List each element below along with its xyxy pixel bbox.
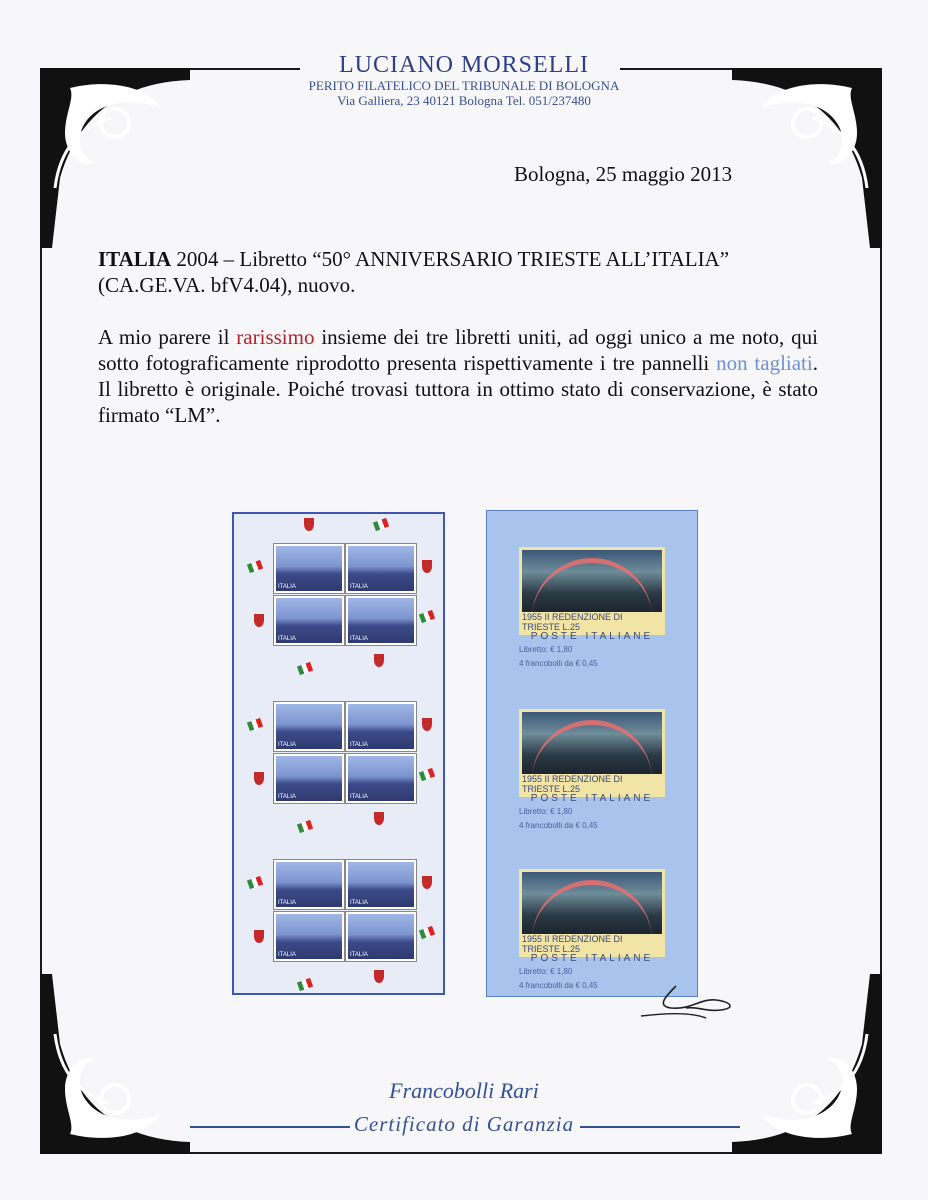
booklet-contents: 4 francobolli da € 0,45 xyxy=(519,821,598,830)
italian-flag-icon xyxy=(297,820,313,833)
booklet-stamp xyxy=(346,754,416,803)
booklet-stamp xyxy=(346,544,416,593)
italian-flag-icon xyxy=(419,610,435,623)
stamp-label: ITALIA xyxy=(350,952,368,958)
stamp-label: ITALIA xyxy=(278,584,296,590)
brand-logo: Francobolli Rari xyxy=(389,1078,539,1103)
italian-flag-icon xyxy=(297,662,313,675)
cover-stamp-caption: 1955 II REDENZIONE DI TRIESTE L.25 xyxy=(522,934,623,954)
trieste-shield-icon xyxy=(304,518,314,531)
trieste-shield-icon xyxy=(422,560,432,573)
stamp-label: ITALIA xyxy=(350,900,368,906)
booklet-stamp xyxy=(274,754,344,803)
stamp-label: ITALIA xyxy=(350,584,368,590)
stamp-label: ITALIA xyxy=(350,794,368,800)
expert-title: PERITO FILATELICO DEL TRIBUNALE DI BOLOGNA xyxy=(308,78,620,93)
booklet-stamp xyxy=(346,702,416,751)
booklet-price: Libretto: € 1,80 xyxy=(519,967,573,976)
booklet-stamp xyxy=(274,544,344,593)
stamp-label: ITALIA xyxy=(350,636,368,642)
rainbow-harbor-picture xyxy=(522,712,662,774)
trieste-shield-icon xyxy=(254,614,264,627)
opinion-part3: . Il libretto è originale. Poiché trovasi tuttora in ottimo stato di conservazione, è stato firmato “LM”. xyxy=(98,351,818,427)
booklet-price: Libretto: € 1,80 xyxy=(519,645,573,654)
booklet-price: Libretto: € 1,80 xyxy=(519,807,573,816)
opinion-part2: insieme dei tre libretti uniti, ad oggi unico a me noto, qui sotto fotograficamente riprodotto presenta rispettivamente i tre pannelli xyxy=(98,325,818,375)
cover-stamp xyxy=(519,709,665,804)
certificate-date: Bologna, 25 maggio 2013 xyxy=(514,162,733,186)
trieste-shield-icon xyxy=(254,930,264,943)
letterhead xyxy=(0,52,928,108)
booklet-covers-photo xyxy=(486,510,698,997)
booklet-stamp xyxy=(274,596,344,645)
cover-stamp xyxy=(519,869,665,964)
rainbow-harbor-picture xyxy=(522,550,662,612)
booklet-contents: 4 francobolli da € 0,45 xyxy=(519,981,598,990)
italian-flag-icon xyxy=(419,768,435,781)
opinion-part1: A mio parere il xyxy=(98,325,237,349)
certificate-title: Certificato di Garanzia xyxy=(353,1112,575,1136)
italian-flag-icon xyxy=(373,518,389,531)
booklet-stamp xyxy=(274,860,344,909)
cover-stamp-issuer: POSTE ITALIANE xyxy=(530,953,654,964)
cover-stamp-issuer: POSTE ITALIANE xyxy=(530,631,654,642)
item-desc: 2004 – Libretto “50° ANNIVERSARIO TRIESTE ALL’ITALIA” xyxy=(176,247,730,271)
italian-flag-icon xyxy=(247,718,263,731)
booklet-stamp xyxy=(346,860,416,909)
stamp-label: ITALIA xyxy=(350,742,368,748)
trieste-shield-icon xyxy=(254,772,264,785)
trieste-shield-icon xyxy=(422,718,432,731)
item-description xyxy=(98,246,818,298)
cover-stamp-caption: 1955 II REDENZIONE DI TRIESTE L.25 xyxy=(522,612,623,632)
stamp-label: ITALIA xyxy=(278,794,296,800)
rainbow-arc xyxy=(532,880,652,934)
booklet-stamp xyxy=(346,596,416,645)
cover-stamp xyxy=(519,547,665,642)
item-catalog: (CA.GE.VA. bfV4.04), nuovo. xyxy=(98,273,356,297)
opinion-paragraph xyxy=(98,324,818,428)
trieste-shield-icon xyxy=(374,654,384,667)
stamp-label: ITALIA xyxy=(278,900,296,906)
italian-flag-icon xyxy=(419,926,435,939)
trieste-shield-icon xyxy=(422,876,432,889)
cover-stamp-caption: 1955 II REDENZIONE DI TRIESTE L.25 xyxy=(522,774,623,794)
rainbow-arc xyxy=(532,720,652,774)
stamp-label: ITALIA xyxy=(278,636,296,642)
uncut-highlight: non tagliati xyxy=(716,351,813,375)
stamp-label: ITALIA xyxy=(278,952,296,958)
booklet-stamp xyxy=(346,912,416,961)
italian-flag-icon xyxy=(247,560,263,573)
lm-signature xyxy=(636,978,746,1023)
expert-address: Via Galliera, 23 40121 Bologna Tel. 051/237480 xyxy=(337,93,591,108)
stamp-label: ITALIA xyxy=(278,742,296,748)
expert-name: LUCIANO MORSELLI xyxy=(339,52,589,78)
booklet-contents: 4 francobolli da € 0,45 xyxy=(519,659,598,668)
booklet-stamp xyxy=(274,912,344,961)
booklet-stamps-photo xyxy=(232,512,445,995)
booklet-stamp xyxy=(274,702,344,751)
italian-flag-icon xyxy=(297,978,313,991)
trieste-shield-icon xyxy=(374,970,384,983)
rare-highlight: rarissimo xyxy=(236,325,315,349)
rainbow-harbor-picture xyxy=(522,872,662,934)
rainbow-arc xyxy=(532,558,652,612)
italian-flag-icon xyxy=(247,876,263,889)
cover-stamp-issuer: POSTE ITALIANE xyxy=(530,793,654,804)
trieste-shield-icon xyxy=(374,812,384,825)
item-country: ITALIA xyxy=(98,247,172,271)
